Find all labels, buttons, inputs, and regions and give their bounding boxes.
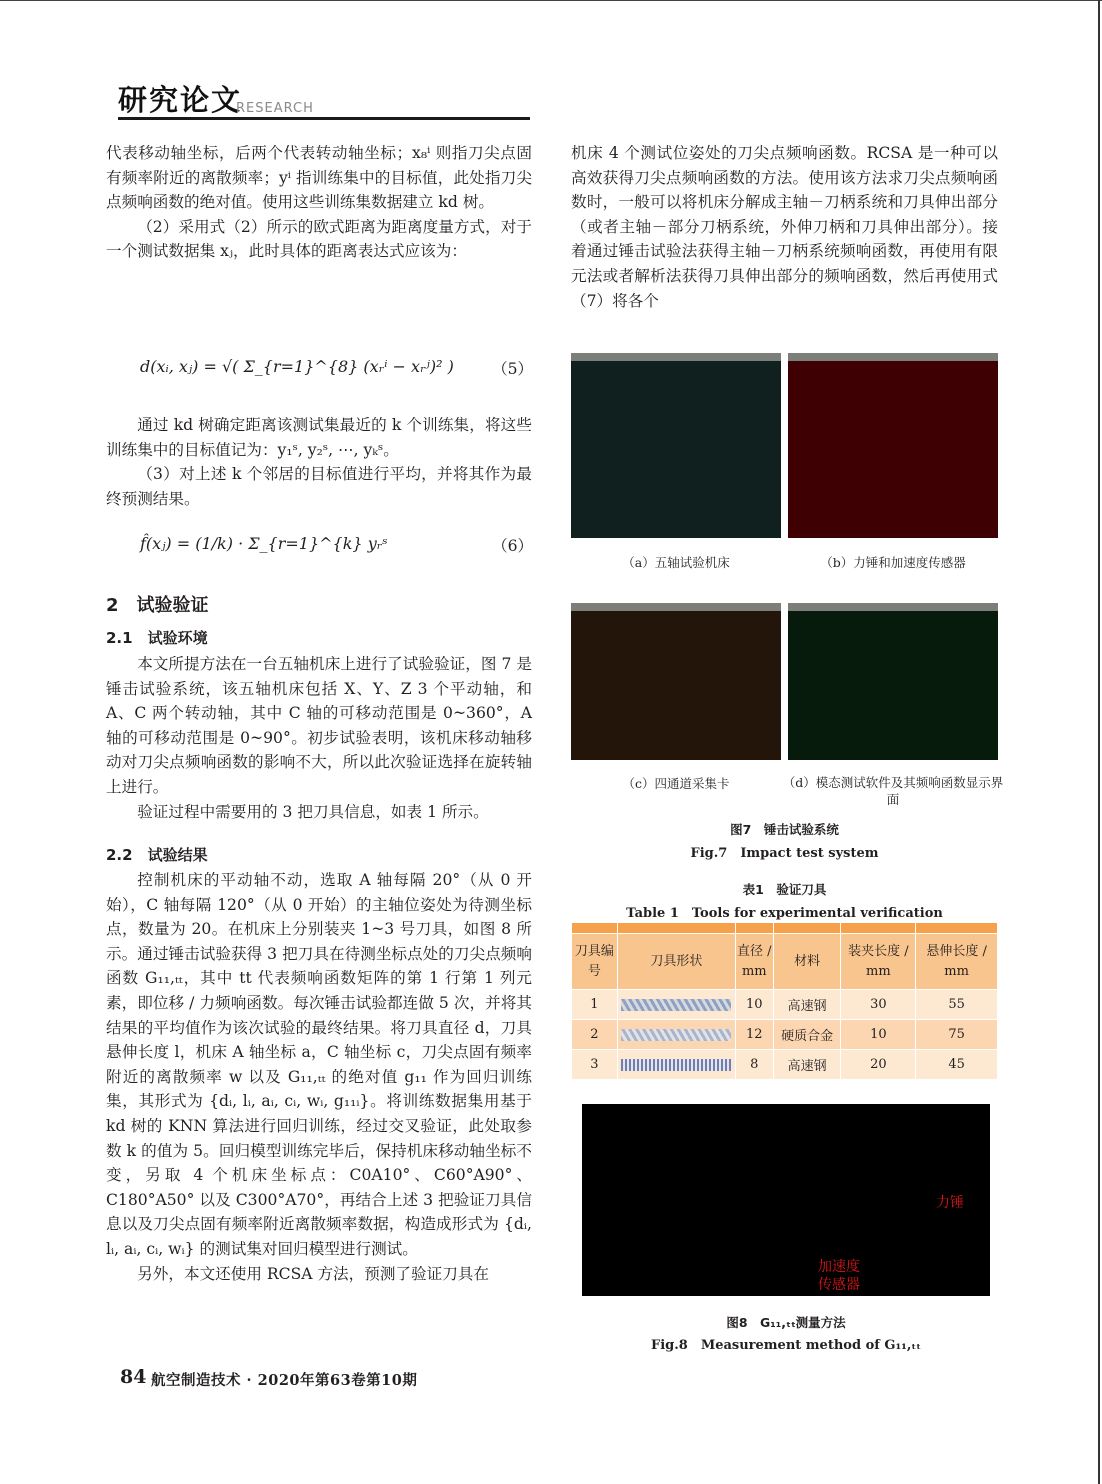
section-2-2-heading: 2.2 试验结果 xyxy=(106,846,208,864)
header-clamp-length: 装夹长度 / mm xyxy=(841,934,916,990)
cell-overhang-length: 75 xyxy=(916,1020,998,1050)
left-column-top xyxy=(106,141,532,264)
header-diameter: 直径 / mm xyxy=(735,934,773,990)
cell-clamp-length: 10 xyxy=(841,1020,916,1050)
photo-five-axis-machine xyxy=(571,353,781,538)
left-para-3: 通过 kd 树确定距离该测试集最近的 k 个训练集，将这些训练集中的目标值记为：y₁ˢ, y₂ˢ, ⋯, yₖˢ。 xyxy=(106,416,532,459)
journal-info: 航空制造技术 · 2020年第63卷第10期 xyxy=(151,1372,418,1389)
cell-material: 硬质合金 xyxy=(773,1020,841,1050)
label-hammer: 力锤 xyxy=(936,1195,964,1211)
caption-b: （b）力锤和加速度传感器 xyxy=(820,555,966,570)
figure-8-caption-en: Fig.8 Measurement method of G₁₁,ₜₜ xyxy=(650,1338,922,1353)
label-acceleration-sensor: 加速度传感器 xyxy=(818,1259,860,1293)
left-column-mid xyxy=(106,413,532,511)
tools-table xyxy=(571,922,998,1080)
table-row xyxy=(572,1050,998,1080)
figure-7-caption-cn: 图7 锤击试验系统 xyxy=(730,822,839,837)
photo-hammer-and-sensor xyxy=(788,353,998,538)
caption-d: （d）模态测试软件及其频响函数显示界面 xyxy=(782,775,1004,807)
cell-clamp-length: 20 xyxy=(841,1050,916,1080)
left-para-8: 另外，本文还使用 RCSA 方法，预测了验证刀具在 xyxy=(137,1264,489,1283)
table-top-band xyxy=(572,923,998,934)
figure-8-photo xyxy=(582,1104,990,1296)
cell-tool-shape xyxy=(617,1050,735,1080)
equation-5-number: （5） xyxy=(492,360,534,378)
right-border xyxy=(1098,0,1100,1484)
cell-tool-number: 3 xyxy=(572,1050,618,1080)
page-number: 84 xyxy=(120,1366,147,1388)
cell-tool-shape xyxy=(617,990,735,1020)
cell-tool-shape xyxy=(617,1020,735,1050)
left-para-2: （2）采用式（2）所示的欧式距离为距离度量方式，对于一个测试数据集 xⱼ，此时具体的距离表达式应该为： xyxy=(106,217,532,261)
left-column-results xyxy=(106,868,532,1286)
cell-clamp-length: 30 xyxy=(841,990,916,1020)
figure-8-caption-cn: 图8 G₁₁,ₜₜ测量方法 xyxy=(726,1315,846,1330)
left-para-1: 代表移动轴坐标，后两个代表转动轴坐标；x₈ⁱ 则指刀尖点固有频率附近的离散频率；yⁱ 指训练集中的目标值，此处指刀尖点频响函数的绝对值。使用这些训练集数据建立 kd 树。 xyxy=(106,144,532,212)
header-tool-shape: 刀具形状 xyxy=(617,934,735,990)
header-material: 材料 xyxy=(773,934,841,990)
figure-7-caption-en: Fig.7 Impact test system xyxy=(690,846,879,861)
caption-a: （a）五轴试验机床 xyxy=(622,555,730,570)
equation-5: d(xᵢ, xⱼ) = √( Σ_{r=1}^{8} (xᵣⁱ − xᵣʲ)² ) xyxy=(140,357,454,376)
table-header-row xyxy=(572,934,998,990)
table-1-caption-en: Table 1 Tools for experimental verification xyxy=(626,906,943,921)
header-title: 研究论文 xyxy=(118,83,243,117)
left-para-6: 验证过程中需要用的 3 把刀具信息，如表 1 所示。 xyxy=(137,802,489,821)
left-para-4: （3）对上述 k 个邻居的目标值进行平均，并将其作为最终预测结果。 xyxy=(106,465,532,508)
cell-tool-number: 1 xyxy=(572,990,618,1020)
section-2-heading: 2 试验验证 xyxy=(106,595,209,616)
section-2-1-heading: 2.1 试验环境 xyxy=(106,629,208,647)
header-subtitle: RESEARCH xyxy=(236,101,314,116)
photo-modal-software xyxy=(788,603,998,760)
cell-tool-number: 2 xyxy=(572,1020,618,1050)
header-tool-number: 刀具编号 xyxy=(572,934,618,990)
equation-6: f̂(xⱼ) = (1/k) · Σ_{r=1}^{k} yᵣˢ xyxy=(140,534,388,553)
table-1-caption-cn: 表1 验证刀具 xyxy=(742,882,827,897)
caption-c: （c）四通道采集卡 xyxy=(622,776,730,791)
header-rule xyxy=(118,117,530,120)
top-border xyxy=(0,0,1102,1)
header-overhang-length: 悬伸长度 / mm xyxy=(916,934,998,990)
cell-diameter: 12 xyxy=(735,1020,773,1050)
cell-material: 高速钢 xyxy=(773,990,841,1020)
cell-material: 高速钢 xyxy=(773,1050,841,1080)
left-column-body xyxy=(106,652,532,824)
cell-overhang-length: 45 xyxy=(916,1050,998,1080)
tool-1-image xyxy=(621,999,731,1011)
right-para-1: 机床 4 个测试位姿处的刀尖点频响函数。RCSA 是一种可以高效获得刀尖点频响函数的方法。使用该方法求刀尖点频响函数时，一般可以将机床分解成主轴－刀柄系统和刀具伸出部分（或者主轴－部分刀柄系统，外伸刀柄和刀具伸出部分）。接着通过锤击试验法获得主轴－刀柄系统频响函数，再使用有限元法或者解析法获得刀具伸出部分的频响函数，然后再使用式（7）将各个 xyxy=(571,144,998,310)
cell-diameter: 10 xyxy=(735,990,773,1020)
photo-acquisition-card xyxy=(571,603,781,760)
table-row xyxy=(572,1020,998,1050)
left-para-5: 本文所提方法在一台五轴机床上进行了试验验证，图 7 是锤击试验系统，该五轴机床包括 X、Y、Z 3 个平动轴，和 A、C 两个转动轴，其中 C 轴的可移动范围是 0~360°，A 轴的可移动范围是 0~90°。初步试验表明，该机床移动轴移动对刀尖点频响函数的影响不大，所以此次验证选择在旋转轴上进行。 xyxy=(106,655,532,796)
tool-2-image xyxy=(621,1029,731,1041)
equation-6-number: （6） xyxy=(492,537,534,555)
cell-overhang-length: 55 xyxy=(916,990,998,1020)
right-column-top xyxy=(571,141,998,313)
tool-3-image xyxy=(621,1059,731,1071)
table-row xyxy=(572,990,998,1020)
left-para-7: 控制机床的平动轴不动，选取 A 轴每隔 20°（从 0 开始），C 轴每隔 120°（从 0 开始）的主轴位姿处为待测坐标点，数量为 20。在机床上分别装夹 1~3 号刀具，如图 8 所示。通过锤击试验获得 3 把刀具在待测坐标点处的刀尖点频响函数 G₁₁,ₜₜ，其中 tt 代表频响函数矩阵的第 1 行第 1 列元素，即位移 / 力频响函数。每次锤击试验都连做 5 次，并将其结果的平均值作为该次试验的最终结果。将刀具直径 d，刀具悬伸长度 l，机床 A 轴坐标 a，C 轴坐标 c，刀尖点固有频率附近的离散频率 w 以及 G₁₁,ₜₜ 的绝对值 g₁₁ 作为回归训练集，其形式为 {dᵢ, lᵢ, aᵢ, cᵢ, wᵢ, g₁₁ᵢ}。将训练数据集用基于 kd 树的 KNN 算法进行回归训练，经过交叉验证，此处取参数 k 的值为 5。回归模型训练完毕后，保持机床移动轴坐标不变，另取 4 个机床坐标点：C0A10°、C60°A90°、C180°A50° 以及 C300°A70°，再结合上述 3 把验证刀具信息以及刀尖点固有频率附近离散频率数据，构造成形式为 {dᵢ, lᵢ, aᵢ, cᵢ, wᵢ} 的测试集对回归模型进行测试。 xyxy=(106,871,532,1258)
cell-diameter: 8 xyxy=(735,1050,773,1080)
